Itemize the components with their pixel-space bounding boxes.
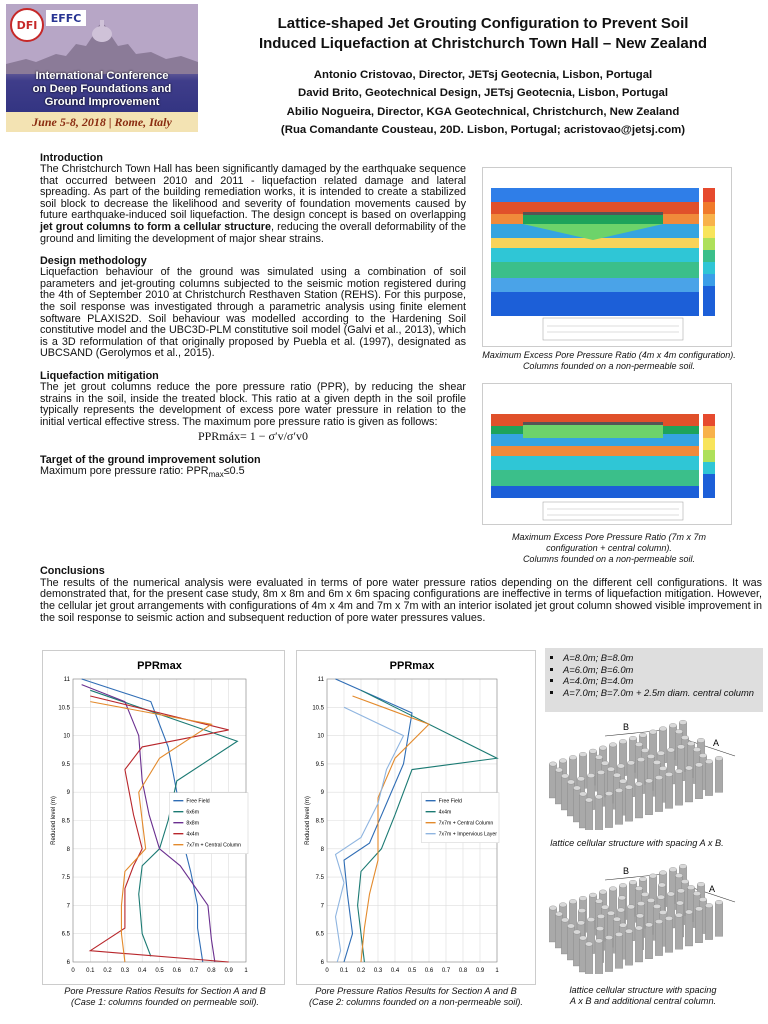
jet-grout-column-top [601, 905, 609, 909]
jet-grout-column-top [613, 773, 621, 777]
jet-grout-column-top [676, 901, 684, 905]
jet-grout-column-top [645, 779, 653, 783]
jet-grout-column-top [659, 727, 667, 731]
ppr-chart-svg [297, 651, 535, 984]
jet-grout-column-top [677, 745, 685, 749]
jet-grout-column-top [667, 892, 675, 896]
y-tick-label: 8 [320, 846, 324, 853]
jet-grout-column-top [649, 874, 657, 878]
jet-grout-column-top [637, 757, 645, 761]
legend-label: 4x4m [186, 831, 200, 838]
jet-grout-column [625, 787, 633, 821]
y-tick-label: 9.5 [61, 761, 70, 768]
section-heading: Design methodology [40, 255, 147, 268]
jet-grout-column-top [629, 880, 637, 884]
y-tick-label: 9 [66, 790, 70, 797]
section-heading: Liquefaction mitigation [40, 369, 159, 382]
jet-grout-column [655, 922, 663, 956]
jet-grout-column-top [635, 782, 643, 786]
lattice-caption-1: lattice cellular structure with spacing A x B. [550, 838, 724, 848]
jet-grout-column-top [607, 767, 615, 771]
x-tick-label: 0.4 [390, 968, 400, 974]
ppr-contour-plot [483, 384, 731, 524]
jet-grout-column [655, 778, 663, 812]
jet-grout-column [585, 944, 593, 974]
jet-grout-column-top [635, 886, 643, 890]
jet-grout-column-top [559, 903, 567, 907]
y-tick-label: 7 [320, 903, 324, 910]
conference-date: June 5-8, 2018 | Rome, Italy [6, 112, 198, 132]
x-tick-label: 0.8 [207, 968, 216, 974]
jet-grout-column-top [659, 910, 667, 914]
y-tick-label: 10 [317, 733, 324, 740]
x-tick-label: 0.7 [441, 968, 451, 974]
legend-label: Free Field [186, 798, 210, 805]
mitigation-text: The jet grout columns reduce the pore pressure ratio (PPR), by reducing the shear strains in the soil, inside the treated block. This ratio at a given depth in the soil profile typically represents the development of excess pore water pressure in relation to the initial vertical effective stress. The maximum pore pressure ratio is given as follows: [40, 380, 466, 428]
x-tick-label: 0.4 [138, 968, 147, 974]
jet-grout-column-top [567, 924, 575, 928]
jet-grout-column-top [625, 929, 633, 933]
jet-grout-column-top [693, 747, 701, 751]
x-tick-label: 0.2 [356, 968, 366, 974]
simulation-figure-7x7 [482, 383, 732, 525]
jet-grout-column-top [699, 753, 707, 757]
y-axis-label: Reduced level (m) [51, 796, 57, 845]
jet-grout-column-top [649, 730, 657, 734]
x-tick-label: 1 [244, 968, 248, 974]
jet-grout-column-top [669, 867, 677, 871]
author-line: Abilio Nogueira, Director, KGA Geotechnical, Christchurch, New Zealand [286, 105, 680, 118]
y-tick-label: 6 [66, 960, 70, 966]
jet-grout-column-top [618, 896, 626, 900]
x-tick-label: 0.6 [424, 968, 434, 974]
jet-grout-column-top [595, 939, 603, 943]
jet-grout-column-top [695, 907, 703, 911]
simulation-caption-1: Maximum Excess Pore Pressure Ratio (4m x 4m configuration). Columns founded on a non-permeable soil. [482, 350, 736, 371]
legend-label: 6x6m [186, 809, 200, 816]
jet-grout-column-top [687, 885, 695, 889]
jet-grout-column-top [627, 761, 635, 765]
jet-grout-column-top [617, 764, 625, 768]
jet-grout-column-top [595, 899, 603, 903]
jet-grout-column-top [599, 746, 607, 750]
y-tick-label: 8 [66, 846, 70, 853]
simulation-figure-4x4 [482, 167, 732, 347]
x-tick-label: 0.5 [155, 968, 164, 974]
x-tick-label: 0.6 [172, 968, 181, 974]
target-text: Maximum pore pressure ratio: $PPR_{max}\le 0.5$ [40, 464, 245, 480]
jet-grout-column-top [567, 780, 575, 784]
chart-caption-2: Pore Pressure Ratios Results for Section A and B (Case 2: columns founded on a non-permeable soil). [309, 986, 523, 1007]
jet-grout-column-top [589, 893, 597, 897]
jet-grout-column-top [675, 729, 683, 733]
jet-grout-column [705, 762, 713, 796]
jet-grout-column-top [595, 795, 603, 799]
jet-grout-column-top [641, 748, 649, 752]
legend-label: 4x4m [438, 809, 452, 816]
y-tick-label: 7.5 [315, 875, 324, 882]
section-heading: Target of the ground improvement solution [40, 453, 261, 466]
jet-grout-column-top [679, 720, 687, 724]
jet-grout-column-top [681, 879, 689, 883]
jet-grout-column-top [605, 935, 613, 939]
jet-grout-column-top [585, 798, 593, 802]
y-tick-label: 8.5 [61, 818, 70, 825]
jet-grout-column-top [659, 871, 667, 875]
lattice-structure-figure-2 [545, 862, 745, 974]
ppr-chart-case1 [42, 650, 285, 985]
y-tick-label: 7 [66, 903, 70, 910]
chart-title: PPRmax [137, 660, 182, 672]
jet-grout-column-top [636, 914, 644, 918]
jet-grout-column [685, 768, 693, 802]
conclusions-text: The results of the numerical analysis were evaluated in terms of pore water pressure ratios depending on the different cell configurations. It was demonstrated that, for the present case study, 8m x 8m and 6m x 6m spacing configurations are ineffective in terms of liquefaction mitigation. However, the cellular jet grout arrangements with configurations of 4m x 4m and 7m x 7m with an interior isolated jet grout column showed visible improvement in the soil response to seismic action and subsequent reduction of pore water pressures values. [40, 576, 762, 624]
jet-grout-column-top [577, 777, 585, 781]
jet-grout-column-top [705, 903, 713, 907]
legend-item: ▪ A=6.0m; B=6.0m [563, 664, 763, 676]
jet-grout-column-top [685, 766, 693, 770]
legend-label: Free Field [438, 798, 462, 805]
y-tick-label: 9.5 [315, 761, 324, 768]
simulation-caption-2: Maximum Excess Pore Pressure Ratio (7m x 7m configuration + central column). Columns founded on a non-permeable soil. [511, 532, 707, 564]
dfi-logo: DFI [10, 8, 44, 42]
jet-grout-column-top [561, 918, 569, 922]
y-axis-label: Reduced level (m) [305, 796, 311, 845]
jet-grout-column [695, 909, 703, 943]
jet-grout-column [615, 790, 623, 824]
jet-grout-column-top [715, 756, 723, 760]
label-b: B [623, 866, 630, 876]
jet-grout-column-top [641, 892, 649, 896]
legend-label: 7x7m + Central Column [186, 842, 241, 849]
jet-grout-column-top [647, 898, 655, 902]
jet-grout-column-top [635, 926, 643, 930]
jet-grout-column-top [573, 930, 581, 934]
ppr-chart-svg [43, 651, 284, 984]
section-heading: Introduction [40, 152, 103, 164]
y-tick-label: 8.5 [315, 818, 324, 825]
jet-grout-column [705, 906, 713, 940]
x-tick-label: 0 [325, 968, 329, 974]
y-tick-label: 10 [63, 733, 70, 740]
jet-grout-column-top [715, 900, 723, 904]
jet-grout-column-top [655, 919, 663, 923]
jet-grout-column [645, 781, 653, 815]
jet-grout-column-top [609, 743, 617, 747]
y-tick-label: 11 [63, 677, 70, 683]
effc-logo: EFFC [46, 10, 86, 26]
jet-grout-column-top [555, 912, 563, 916]
jet-grout-column-top [645, 923, 653, 927]
jet-grout-column-top [665, 772, 673, 776]
spacing-legend [545, 648, 763, 712]
jet-grout-column-top [697, 738, 705, 742]
jet-grout-column [645, 925, 653, 959]
conference-banner [6, 4, 198, 132]
x-tick-label: 0.2 [103, 968, 112, 974]
jet-grout-column-top [607, 911, 615, 915]
author-address: (Rua Comandante Cousteau, 20D. Lisbon, Portugal; acristovao@jetsj.com) [280, 123, 686, 136]
ppr-formula: PPRmáx= 1 − σ′v/σ′v0 [197, 429, 309, 444]
jet-grout-column-top [579, 792, 587, 796]
jet-grout-column-top [625, 785, 633, 789]
jet-grout-column-top [589, 749, 597, 753]
x-tick-label: 0.9 [475, 968, 485, 974]
conclusions-section [40, 566, 762, 625]
y-tick-label: 10.5 [312, 705, 324, 712]
jet-grout-column [665, 774, 673, 808]
x-tick-label: 1 [495, 968, 499, 974]
conference-name: International Conference on Deep Foundations and Ground Improvement [32, 70, 172, 108]
x-tick-label: 0.5 [407, 968, 417, 974]
jet-grout-column-top [559, 759, 567, 763]
jet-grout-column [715, 758, 723, 792]
jet-grout-column-top [639, 733, 647, 737]
jet-grout-column-top [549, 762, 557, 766]
jet-grout-column [585, 800, 593, 830]
jet-grout-column-top [657, 751, 665, 755]
jet-grout-column-top [695, 763, 703, 767]
chart-caption-1: Pore Pressure Ratios Results for Section A and B (Case 1: columns founded on permeable soil). [64, 986, 266, 1007]
jet-grout-column-top [615, 788, 623, 792]
introduction-text: The Christchurch Town Hall has been significantly damaged by the earthquake sequence that occurred between 2010 and 2011 - liquefaction related damage and lateral spreading. As part of the building remediation works, it is intended to create a stabilized soil block to decrease the likelihood and severity of foundation movements caused by future earthquake-induced soil liquefaction. The design concept is based on overlapping jet grout columns to form a cellular structure, reducing the overall deformability of the ground and limiting the development of major shear strains. [40, 163, 467, 245]
x-tick-label: 0 [71, 968, 75, 974]
jet-grout-column-top [579, 752, 587, 756]
lattice-structure-figure-1 [545, 718, 745, 830]
jet-grout-column-top [705, 759, 713, 763]
jet-grout-column-top [609, 887, 617, 891]
label-a: A [709, 884, 716, 894]
y-tick-label: 7.5 [61, 875, 70, 882]
lattice-caption-2: lattice cellular structure with spacing A x B and additional central column. [569, 985, 717, 1006]
jet-grout-column-top [675, 873, 683, 877]
y-tick-label: 10.5 [58, 705, 70, 712]
jet-grout-column-top [569, 755, 577, 759]
jet-grout-column-top [605, 791, 613, 795]
x-tick-label: 0.3 [120, 968, 130, 974]
jet-grout-column-top [655, 775, 663, 779]
jet-grout-column-top [619, 883, 627, 887]
x-tick-label: 0.9 [224, 968, 233, 974]
jet-grout-column-top [579, 936, 587, 940]
jet-grout-column-top [599, 890, 607, 894]
jet-grout-column-top [677, 889, 685, 893]
series-line [336, 707, 404, 962]
x-tick-label: 0.1 [339, 968, 349, 974]
jet-grout-column-top [569, 899, 577, 903]
left-text-column [40, 152, 466, 491]
jet-grout-column-top [579, 896, 587, 900]
jet-grout-column-top [635, 742, 643, 746]
author-line: Antonio Cristovao, Director, JETsj Geotecnia, Lisbon, Portugal [313, 69, 653, 81]
jet-grout-column [635, 784, 643, 818]
label-b: B [623, 722, 630, 732]
jet-grout-column-top [685, 910, 693, 914]
jet-grout-column-top [615, 932, 623, 936]
ppr-chart-case2 [296, 650, 536, 985]
jet-grout-column-top [617, 908, 625, 912]
jet-grout-column-top [658, 883, 666, 887]
y-tick-label: 6.5 [315, 931, 324, 938]
ppr-contour-plot [483, 168, 731, 346]
jet-grout-column-top [585, 942, 593, 946]
lattice-3d-image [545, 862, 745, 974]
jet-grout-column [615, 934, 623, 968]
jet-grout-column-top [669, 723, 677, 727]
x-tick-label: 0.1 [86, 968, 95, 974]
jet-grout-column-top [587, 773, 595, 777]
jet-grout-column [675, 771, 683, 805]
legend-item: ▪ A=7.0m; B=7.0m + 2.5m diam. central column [563, 687, 763, 699]
jet-grout-column-top [597, 770, 605, 774]
jet-grout-column [635, 928, 643, 962]
jet-grout-column [605, 938, 613, 972]
legend-item: ▪ A=4.0m; B=4.0m [563, 675, 763, 687]
jet-grout-column [685, 912, 693, 946]
jet-grout-column [625, 931, 633, 965]
author-list [205, 66, 761, 139]
jet-grout-column-top [595, 755, 603, 759]
jet-grout-column-top [619, 739, 627, 743]
jet-grout-column-top [629, 736, 637, 740]
x-tick-label: 0.8 [458, 968, 468, 974]
lattice-3d-image [545, 718, 745, 830]
methodology-text: Liquefaction behaviour of the ground was simulated using a combination of soil parameters and jet-grouting columns subjected to the seismic motion registered during the 4th of September 2010 at Christchurch Resthaven Station (REHS). For this purpose, the soil response was investigated through a parametric analysis using finite element software PLAXIS2D. Soil behaviour was modelled according to the Hardening Soil constitutive model and the UBC3D-PLM constitutive soil model (Galvi et al., 2013), which is a 3D reformulation of that originally proposed by Puebla et al. (1997), designated as UBCSAND (Gerolymos et al., 2015). [40, 266, 466, 360]
jet-grout-column-top [653, 760, 661, 764]
jet-grout-column-top [601, 761, 609, 765]
legend-label: 8x8m [186, 820, 200, 827]
jet-grout-column-top [681, 735, 689, 739]
jet-grout-column-top [597, 914, 605, 918]
poster-title: Lattice-shaped Jet Grouting Configuration to Prevent Soil Induced Liquefaction at Christchurch Town Hall – New Zealand [258, 15, 708, 52]
jet-grout-column-top [653, 904, 661, 908]
y-tick-label: 6.5 [61, 931, 70, 938]
jet-grout-column-top [699, 897, 707, 901]
legend-item: ▪ A=8.0m; B=8.0m [563, 652, 763, 664]
jet-grout-column-top [679, 864, 687, 868]
x-tick-label: 0.7 [189, 968, 199, 974]
x-tick-label: 0.3 [373, 968, 383, 974]
label-a: A [713, 738, 720, 748]
jet-grout-column-top [697, 882, 705, 886]
jet-grout-column-top [561, 774, 569, 778]
jet-grout-column-top [619, 779, 627, 783]
section-heading: Conclusions [40, 565, 105, 577]
jet-grout-column-top [613, 917, 621, 921]
jet-grout-column-top [619, 923, 627, 927]
chart-title: PPRmax [389, 660, 435, 672]
author-line: David Brito, Geotechnical Design, JETsj Geotecnia, Lisbon, Portugal [297, 87, 669, 100]
legend-label: 7x7m + Central Column [438, 820, 494, 827]
jet-grout-column-top [667, 748, 675, 752]
jet-grout-column [595, 797, 603, 830]
y-tick-label: 9 [320, 790, 324, 797]
jet-grout-column-top [687, 741, 695, 745]
y-tick-label: 6 [320, 960, 324, 966]
jet-grout-column [595, 941, 603, 974]
jet-grout-column-top [627, 905, 635, 909]
jet-grout-column-top [647, 754, 655, 758]
jet-grout-column-top [675, 913, 683, 917]
jet-grout-column [695, 765, 703, 799]
jet-grout-column-top [639, 877, 647, 881]
jet-grout-column-top [596, 926, 604, 930]
y-tick-label: 11 [317, 677, 324, 683]
jet-grout-column-top [587, 917, 595, 921]
jet-grout-column [665, 918, 673, 952]
jet-grout-column-top [693, 891, 701, 895]
jet-grout-column [605, 794, 613, 828]
jet-grout-column [675, 915, 683, 949]
legend-label: 7x7m + Impervious Layer [438, 831, 497, 838]
jet-grout-column-top [573, 786, 581, 790]
jet-grout-column-top [657, 895, 665, 899]
jet-grout-column-top [578, 908, 586, 912]
jet-grout-column-top [675, 769, 683, 773]
jet-grout-column-top [665, 916, 673, 920]
jet-grout-column-top [549, 906, 557, 910]
jet-grout-column-top [555, 768, 563, 772]
jet-grout-column-top [659, 766, 667, 770]
jet-grout-column-top [577, 921, 585, 925]
jet-grout-column-top [637, 901, 645, 905]
jet-grout-column [715, 902, 723, 936]
